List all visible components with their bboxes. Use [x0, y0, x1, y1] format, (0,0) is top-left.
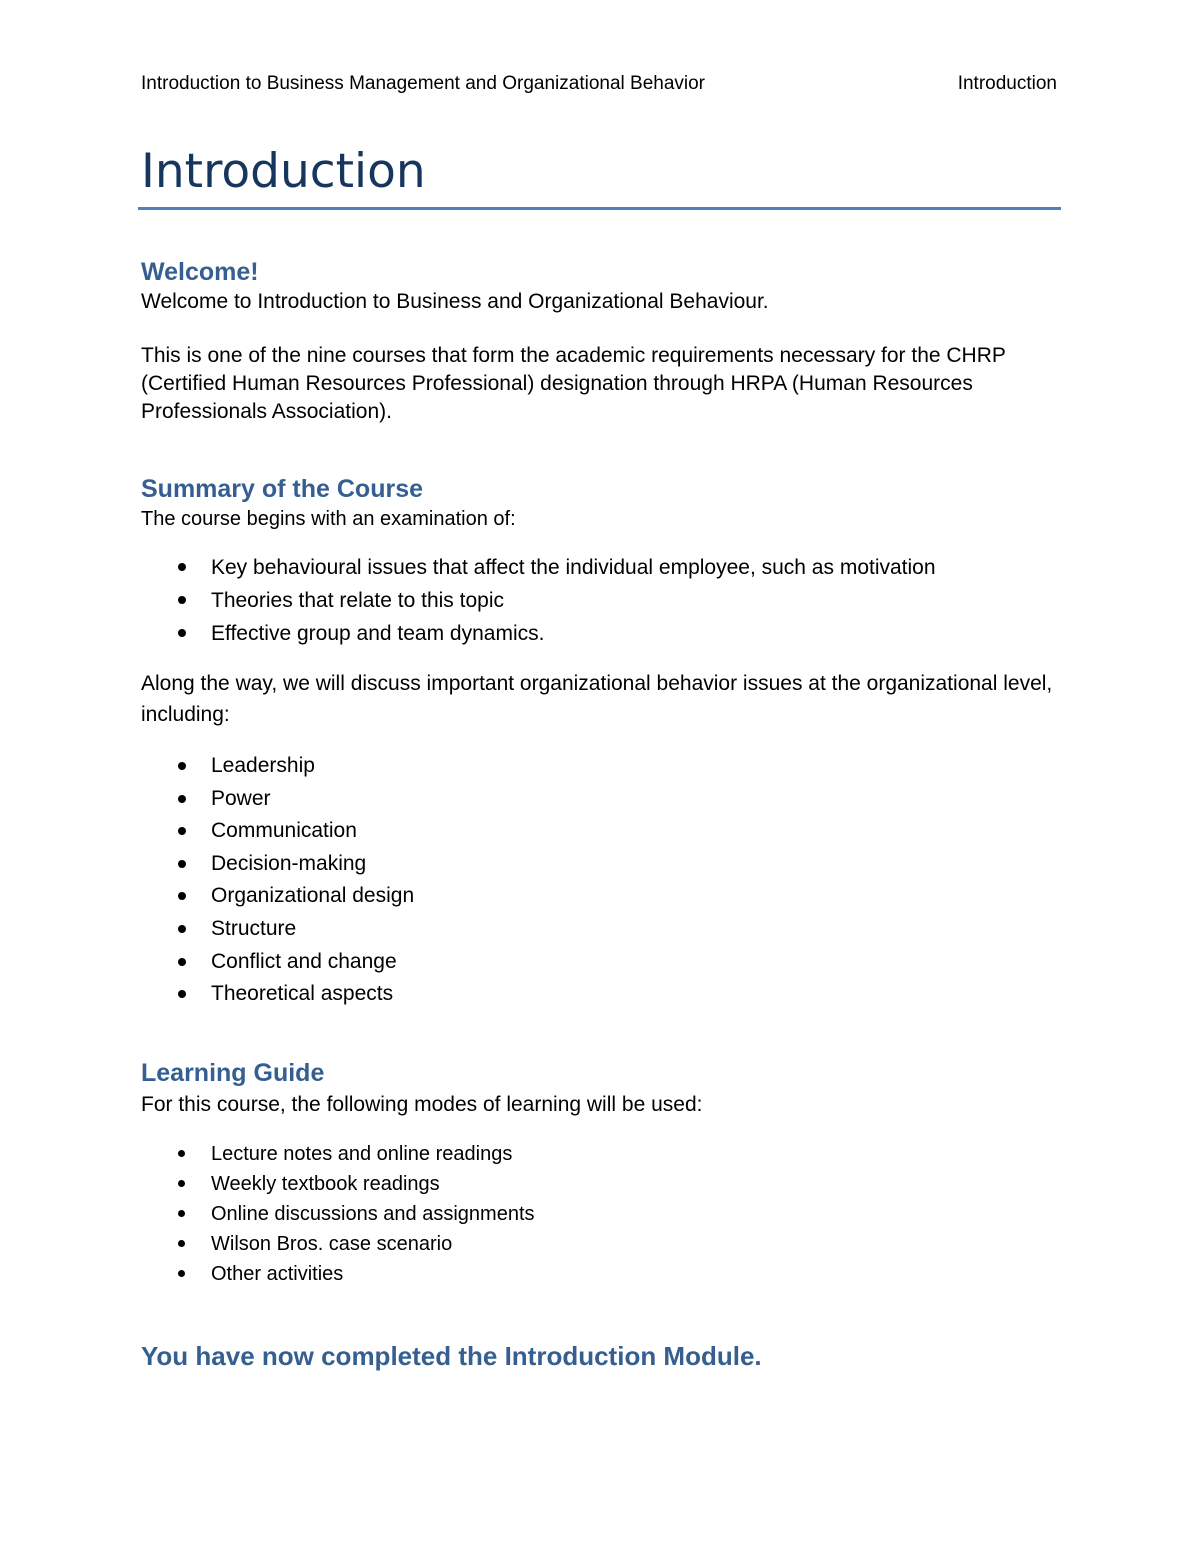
- list-item: Effective group and team dynamics.: [141, 617, 1061, 650]
- running-header-course-title: Introduction to Business Management and Organizational Behavior: [141, 73, 706, 94]
- organizational-topics-list: [141, 750, 1061, 1011]
- list-item: Theoretical aspects: [141, 978, 1061, 1011]
- list-item: Communication: [141, 815, 1061, 848]
- document-body: [141, 256, 1061, 1373]
- learning-modes-list: [141, 1139, 1061, 1289]
- learning-guide-section: [141, 1057, 1061, 1289]
- list-item: Other activities: [141, 1259, 1061, 1289]
- list-item: Weekly textbook readings: [141, 1169, 1061, 1199]
- page-title: Introduction: [141, 144, 426, 199]
- chrp-description: This is one of the nine courses that form the academic requirements necessary for the CHRP (Certified Human Resources Professional) designation through HRPA (Human Resources Professionals Association).: [141, 344, 1006, 423]
- list-item: Power: [141, 783, 1061, 816]
- list-item: Key behavioural issues that affect the individual employee, such as motivation: [141, 551, 1061, 584]
- title-underline-rule: [138, 207, 1061, 210]
- list-item: Organizational design: [141, 880, 1061, 913]
- individual-topics-list: [141, 551, 1061, 650]
- learning-guide-heading: Learning Guide: [141, 1058, 325, 1087]
- welcome-section: [141, 256, 1061, 426]
- summary-heading: Summary of the Course: [141, 475, 424, 503]
- completion-message: You have now completed the Introduction Module.: [141, 1340, 762, 1371]
- welcome-text: Welcome to Introduction to Business and Organizational Behaviour.: [141, 290, 769, 313]
- running-header-section: Introduction: [957, 73, 1057, 94]
- welcome-heading: Welcome!: [141, 258, 259, 286]
- list-item: Structure: [141, 913, 1061, 946]
- organizational-level-intro: Along the way, we will discuss important organizational behavior issues at the organizational level, including:: [141, 672, 1053, 726]
- list-item: Theories that relate to this topic: [141, 584, 1061, 617]
- list-item: Decision-making: [141, 848, 1061, 881]
- list-item: Leadership: [141, 750, 1061, 783]
- list-item: Lecture notes and online readings: [141, 1139, 1061, 1169]
- list-item: Conflict and change: [141, 946, 1061, 979]
- list-item: Online discussions and assignments: [141, 1199, 1061, 1229]
- list-item: Wilson Bros. case scenario: [141, 1229, 1061, 1259]
- summary-intro: The course begins with an examination of:: [141, 508, 516, 530]
- learning-guide-intro: For this course, the following modes of learning will be used:: [141, 1092, 703, 1116]
- summary-section: [141, 473, 1061, 1011]
- running-header: [141, 72, 1057, 96]
